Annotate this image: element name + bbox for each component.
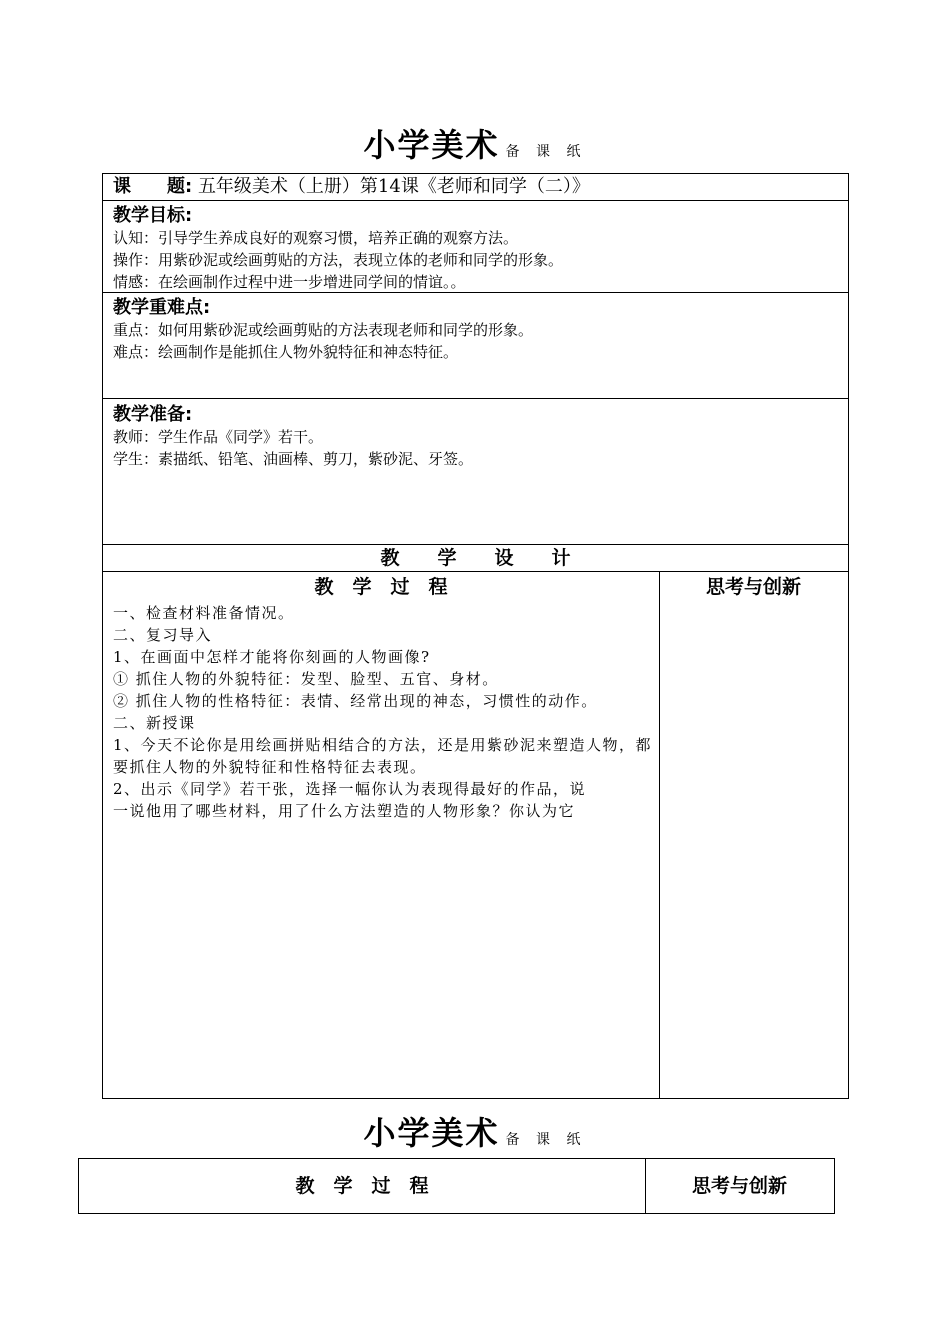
topic-value: 五年级美术（上册）第14课《老师和同学（二）》 bbox=[197, 176, 590, 197]
process-line: 2、出示《同学》若干张，选择一幅你认为表现得最好的作品，说 bbox=[113, 780, 587, 798]
process-line: 一说他用了哪些材料，用了什么方法塑造的人物形象？你认为它 bbox=[113, 802, 576, 820]
page2-reflect-heading: 思考与创新 bbox=[691, 1175, 787, 1197]
key-points-heading: 教学重难点: bbox=[113, 297, 211, 318]
title-main: 小学美术 bbox=[363, 126, 500, 164]
goals-heading: 教学目标: bbox=[113, 205, 193, 226]
title-sub: 备 课 纸 bbox=[505, 144, 587, 160]
process-line: ① 抓住人物的外貌特征：发型、脸型、五官、身材。 bbox=[113, 670, 499, 688]
preparation-section bbox=[103, 399, 848, 545]
preparation-heading: 教学准备: bbox=[113, 404, 193, 425]
process-line: 1、今天不论你是用绘画拼贴相结合的方法，还是用紫砂泥来塑造人物，都要抓住人物的外貌特征和性格特征去表现。 bbox=[113, 736, 653, 776]
topic-row bbox=[103, 174, 848, 201]
process-content bbox=[113, 602, 653, 822]
goals-section bbox=[103, 201, 848, 293]
key-points-section bbox=[103, 293, 848, 399]
process-line: 一、检查材料准备情况。 bbox=[113, 604, 295, 622]
goal-line: 认知：引导学生养成良好的观察习惯，培养正确的观察方法。 bbox=[113, 229, 519, 247]
key-point-line: 难点：绘画制作是能抓住人物外貌特征和神态特征。 bbox=[113, 343, 459, 361]
process-line: 二、新授课 bbox=[113, 714, 196, 732]
page2-table bbox=[78, 1158, 835, 1214]
process-line: ② 抓住人物的性格特征：表情、经常出现的神态，习惯性的动作。 bbox=[113, 692, 598, 710]
page2-title-main: 小学美术 bbox=[363, 1114, 500, 1152]
column-divider bbox=[659, 572, 660, 1098]
preparation-line: 教师：学生作品《同学》若干。 bbox=[113, 428, 324, 446]
design-heading: 教 学 设 计 bbox=[103, 545, 848, 572]
lesson-table bbox=[102, 173, 849, 1099]
process-heading: 教 学 过 程 bbox=[314, 576, 448, 598]
topic-label: 课 题: bbox=[113, 176, 193, 197]
key-point-line: 重点：如何用紫砂泥或绘画剪贴的方法表现老师和同学的形象。 bbox=[113, 321, 534, 339]
goal-line: 情感：在绘画制作过程中进一步增进同学间的情谊。。 bbox=[113, 273, 466, 291]
process-line: 二、复习导入 bbox=[113, 626, 213, 644]
process-area bbox=[103, 572, 848, 1098]
page2-process-heading: 教 学 过 程 bbox=[295, 1175, 429, 1197]
page2-title bbox=[0, 1108, 950, 1154]
reflect-heading: 思考与创新 bbox=[705, 576, 801, 598]
preparation-line: 学生：素描纸、铅笔、油画棒、剪刀，紫砂泥、牙签。 bbox=[113, 450, 474, 468]
page-title bbox=[0, 120, 950, 166]
page2-title-sub: 备 课 纸 bbox=[505, 1132, 587, 1148]
goal-line: 操作：用紫砂泥或绘画剪贴的方法，表现立体的老师和同学的形象。 bbox=[113, 251, 564, 269]
process-line: 1、在画面中怎样才能将你刻画的人物画像? bbox=[113, 648, 431, 666]
